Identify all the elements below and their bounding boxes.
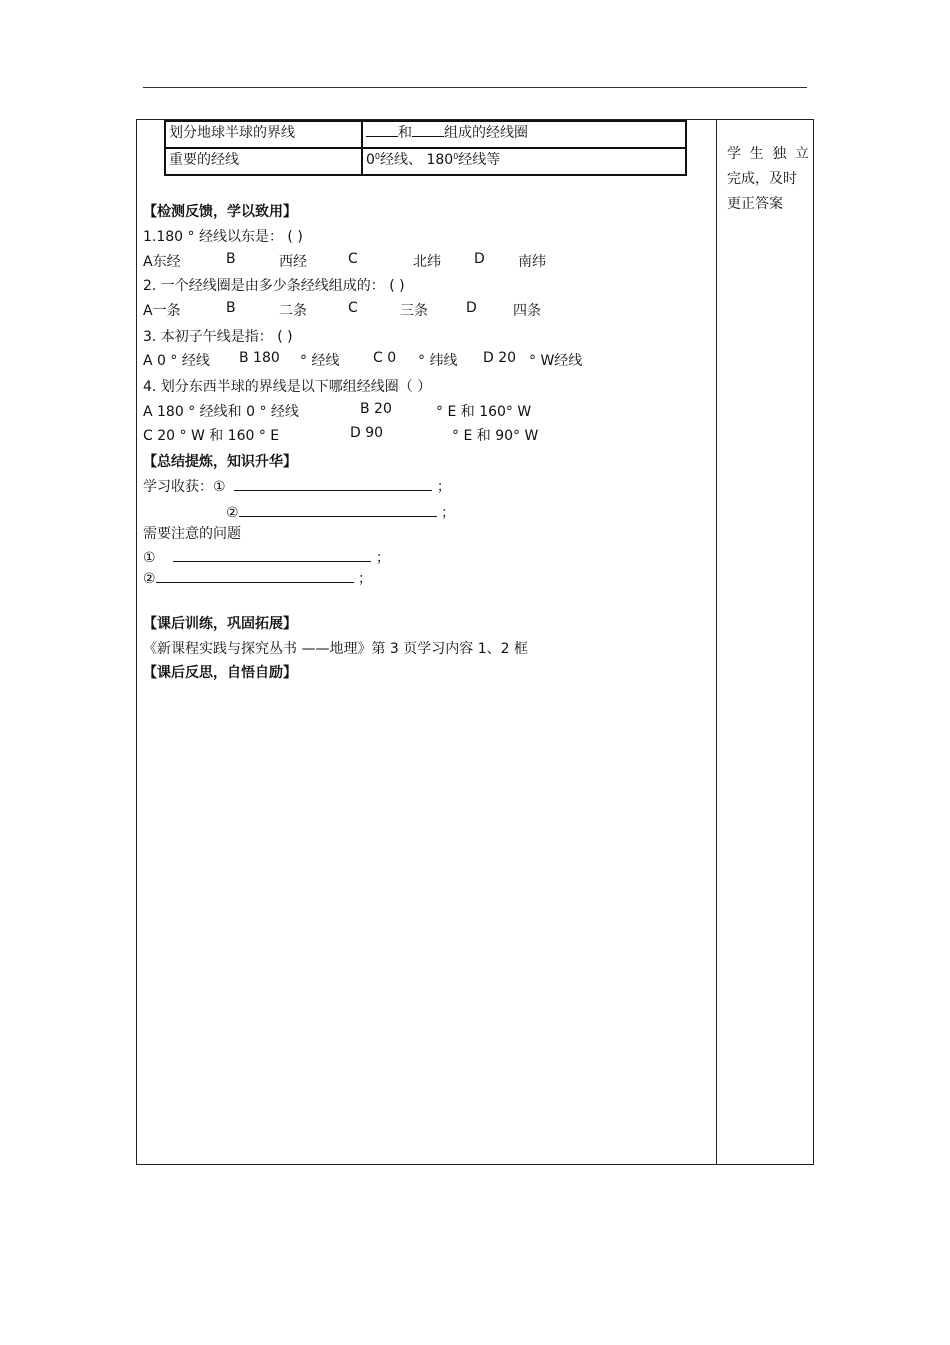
question-4: 4. 划分东西半球的界线是以下哪组经线圈（ ） bbox=[143, 379, 432, 395]
q3-option-d: ° W经线 bbox=[529, 353, 583, 369]
q1-option-c: 北纬 bbox=[413, 254, 441, 270]
fill-blank[interactable] bbox=[412, 122, 444, 137]
q2-option-d: 四条 bbox=[513, 303, 541, 319]
hemisphere-table bbox=[164, 120, 687, 176]
q2-option-c-letter: C bbox=[348, 300, 358, 316]
question-2: 2. 一个经线圈是由多少条经线组成的： ( ) bbox=[143, 278, 405, 294]
answer-blank[interactable] bbox=[234, 478, 432, 491]
q3-option-b: ° 经线 bbox=[300, 353, 340, 369]
q1-option-a: A东经 bbox=[143, 254, 181, 270]
q4-option-b-value: B 20 bbox=[360, 401, 392, 417]
q4-option-b: ° E 和 160° W bbox=[436, 404, 532, 420]
table-row bbox=[165, 121, 686, 148]
q1-option-b: 西经 bbox=[279, 254, 307, 270]
q1-option-b-letter: B bbox=[226, 251, 236, 267]
learning-gain-1: 学习收获：① ； bbox=[143, 479, 451, 495]
fill-blank[interactable] bbox=[366, 122, 398, 137]
attention-label: 需要注意的问题 bbox=[143, 526, 241, 542]
q4-option-c: C 20 ° W 和 160 ° E bbox=[143, 428, 280, 444]
q1-option-d-letter: D bbox=[474, 251, 485, 267]
learning-gain-2: ② ； bbox=[226, 505, 456, 521]
q4-option-d-value: D 90 bbox=[350, 425, 384, 441]
q4-option-d: ° E 和 90° W bbox=[452, 428, 539, 444]
table-row bbox=[165, 148, 686, 175]
row2-content: $0^0$经线、 $180^0$经线等 bbox=[362, 148, 686, 175]
q3-option-d-value: D 20 bbox=[483, 350, 517, 366]
section-check-heading: 【检测反馈，学以致用】 bbox=[143, 204, 297, 220]
row2-label: 重要的经线 bbox=[165, 148, 362, 175]
side-note bbox=[727, 142, 809, 217]
question-3: 3. 本初子午线是指： ( ) bbox=[143, 329, 293, 345]
q2-option-b: 二条 bbox=[279, 303, 307, 319]
answer-blank[interactable] bbox=[239, 504, 437, 517]
q3-option-c-value: C 0 bbox=[373, 350, 397, 366]
q1-option-d: 南纬 bbox=[518, 254, 546, 270]
q2-option-a: A一条 bbox=[143, 303, 181, 319]
attention-item-1: ① ； bbox=[143, 550, 390, 566]
answer-blank[interactable] bbox=[173, 549, 371, 562]
section-homework-heading: 【课后训练，巩固拓展】 bbox=[143, 616, 297, 632]
column-divider bbox=[716, 119, 717, 1165]
row1-label: 划分地球半球的界线 bbox=[165, 121, 362, 148]
row1-content: 和 组成的经线圈 bbox=[362, 121, 686, 148]
side-note-line-1: 学 生 独 立 bbox=[727, 146, 809, 162]
q3-option-c: ° 纬线 bbox=[418, 353, 458, 369]
homework-text: 《新课程实践与探究丛书 ——地理》第 3 页学习内容 1、2 框 bbox=[143, 641, 528, 657]
q3-option-a: A 0 ° 经线 bbox=[143, 353, 210, 369]
q2-option-b-letter: B bbox=[226, 300, 236, 316]
side-note-line-2: 完成，及时 bbox=[727, 171, 797, 187]
side-note-line-3: 更正答案 bbox=[727, 196, 783, 212]
answer-blank[interactable] bbox=[156, 570, 354, 583]
section-summary-heading: 【总结提炼，知识升华】 bbox=[143, 454, 297, 470]
q4-option-a: A 180 ° 经线和 0 ° 经线 bbox=[143, 404, 299, 420]
q2-option-d-letter: D bbox=[466, 300, 477, 316]
question-1: 1.180 ° 经线以东是： ( ) bbox=[143, 229, 303, 245]
header-rule bbox=[143, 87, 807, 88]
q1-option-c-letter: C bbox=[348, 251, 358, 267]
section-reflect-heading: 【课后反思，自悟自励】 bbox=[143, 665, 297, 681]
q2-option-c: 三条 bbox=[400, 303, 428, 319]
q3-option-b-value: B 180 bbox=[239, 350, 280, 366]
attention-item-2: ② ； bbox=[143, 571, 373, 587]
